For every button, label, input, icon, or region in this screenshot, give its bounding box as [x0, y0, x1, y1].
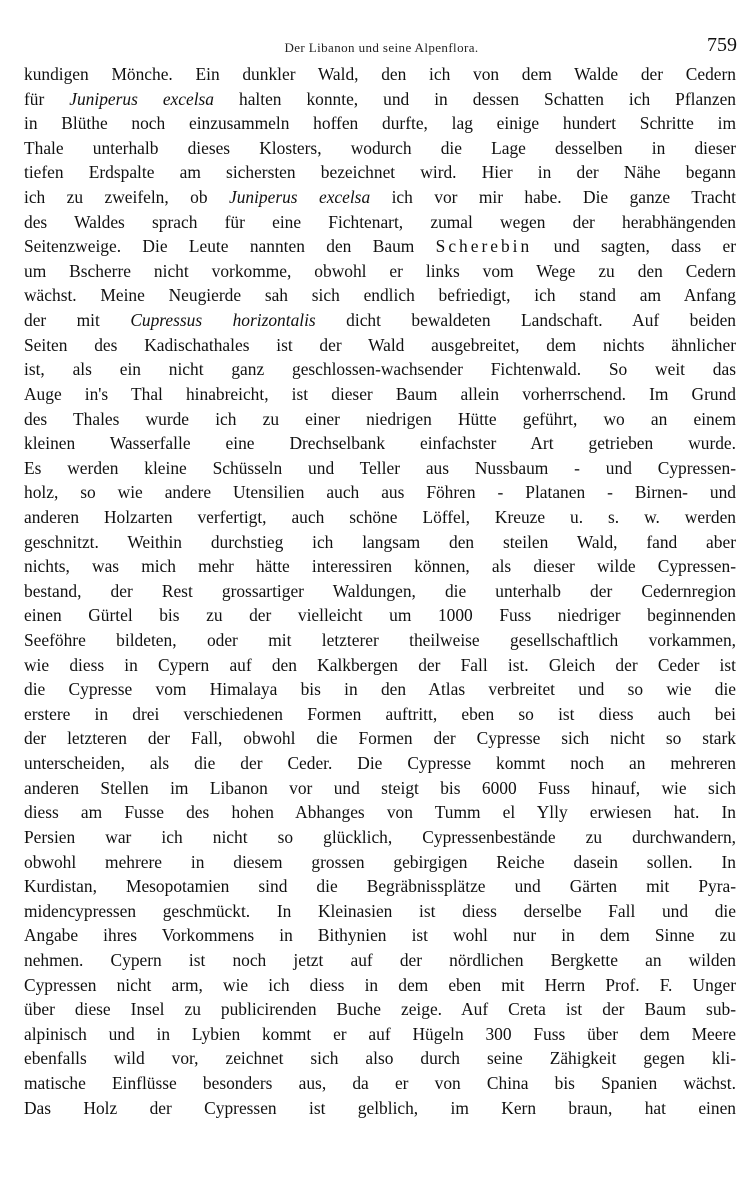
text-line [24, 111, 736, 136]
text-run: halten konnte, und in dessen Schatten ich Pflanzen [214, 88, 736, 109]
text-run: holz, so wie andere Utensilien auch aus Föhren - Platanen - Birnen- und [24, 482, 736, 503]
text-run: über diese Insel zu publicirenden Buche zeige. Auf Creta ist der Baum sub- [24, 999, 736, 1020]
text-run: alpinisch und in Lybien kommt er auf Hügeln 300 Fuss über dem Meere [24, 1023, 736, 1044]
text-run: und sagten, dass er [532, 236, 736, 257]
text-run: Seeföhre bildeten, oder mit letzterer theilweise gesellschaftlich vorkammen, [24, 630, 736, 651]
text-line [24, 554, 736, 579]
text-line [24, 1046, 736, 1071]
text-line [24, 874, 736, 899]
text-run: Das Holz der Cypressen ist gelblich, im Kern braun, hat einen [24, 1097, 736, 1118]
text-line [24, 923, 736, 948]
text-run: Thale unterhalb dieses Klosters, wodurch die Lage desselben in dieser [24, 137, 736, 158]
text-line [24, 653, 736, 678]
text-line [24, 726, 736, 751]
text-line [24, 136, 736, 161]
text-run: anderen Stellen im Libanon vor und steigt bis 6000 Fuss hinauf, wie sich [24, 777, 736, 798]
text-line [24, 997, 736, 1022]
text-run: der mit [24, 310, 131, 331]
text-line [24, 973, 736, 998]
text-line [24, 800, 736, 825]
text-run: ebenfalls wild vor, zeichnet sich also durch seine Zähigkeit gegen kli- [24, 1048, 736, 1069]
text-run: Es werden kleine Schüsseln und Teller aus Nussbaum - und Cypressen- [24, 457, 736, 478]
text-line [24, 259, 736, 284]
text-run: ich zu zweifeln, ob [24, 187, 229, 208]
text-run: kundigen Mönche. Ein dunkler Wald, den ich von dem Walde der Cedern [24, 64, 736, 84]
text-line [24, 702, 736, 727]
text-run: tiefen Erdspalte am sichersten bezeichnet wird. Hier in der Nähe begann [24, 162, 736, 183]
text-line [24, 407, 736, 432]
text-line [24, 480, 736, 505]
text-run: obwohl mehrere in diesem grossen gebirgigen Reiche dasein sollen. In [24, 851, 736, 872]
text-run: Persien war ich nicht so glücklich, Cypressenbestände zu durchwandern, [24, 826, 736, 847]
text-run: um Bscherre nicht vorkomme, obwohl er links vom Wege zu den Cedern [24, 260, 736, 281]
text-line [24, 431, 736, 456]
text-run: ist, als ein nicht ganz geschlossen-wachsender Fichtenwald. So weit das [24, 359, 736, 380]
text-run: Auge in's Thal hinabreicht, ist dieser Baum allein vorherrschend. Im Grund [24, 383, 736, 404]
text-line [24, 234, 736, 259]
text-line [24, 603, 736, 628]
text-line [24, 308, 736, 333]
text-run: diess am Fusse des hohen Abhanges von Tumm el Ylly erwiesen hat. In [24, 802, 736, 823]
text-run: des Waldes sprach für eine Fichtenart, zumal wegen der herabhängenden [24, 211, 736, 232]
text-line [24, 382, 736, 407]
text-run: geschnitzt. Weithin durchstieg ich langsam den steilen Wald, fand aber [24, 531, 736, 552]
text-line [24, 357, 736, 382]
text-line [24, 579, 736, 604]
text-run: Angabe ihres Vorkommens in Bithynien ist wohl nur in dem Sinne zu [24, 925, 736, 946]
text-run: Cypressen nicht arm, wie ich diess in dem eben mit Herrn Prof. F. Unger [24, 974, 736, 995]
text-line [24, 628, 736, 653]
text-line [24, 850, 736, 875]
text-run: der letzteren der Fall, obwohl die Formen der Cypresse sich nicht so stark [24, 728, 736, 749]
text-run: dicht bewaldeten Landschaft. Auf beiden [315, 310, 736, 331]
text-line [24, 1022, 736, 1047]
text-line [24, 283, 736, 308]
text-run: einen Gürtel bis zu der vielleicht um 1000 Fuss niedriger beginnenden [24, 605, 736, 626]
text-line [24, 87, 736, 112]
text-run: kleinen Wasserfalle eine Drechselbank einfachster Art getrieben wurde. [24, 433, 736, 454]
text-line [24, 505, 736, 530]
text-line [24, 333, 736, 358]
spaced-text: Scherebin [435, 236, 533, 257]
text-line [24, 185, 736, 210]
running-head [24, 34, 739, 62]
running-title: Der Libanon und seine Alpenflora. [284, 40, 479, 55]
text-run: Seitenzweige. Die Leute nannten den Baum [24, 236, 436, 257]
text-line [24, 677, 736, 702]
text-run: nehmen. Cypern ist noch jetzt auf der nördlichen Bergkette an wilden [24, 949, 736, 970]
body-text [24, 62, 736, 1120]
text-run: unterscheiden, als die der Ceder. Die Cypresse kommt noch an mehreren [24, 753, 736, 774]
text-run: wie diess in Cypern auf den Kalkbergen der Fall ist. Gleich der Ceder ist [24, 654, 736, 675]
text-run: matische Einflüsse besonders aus, da er von China bis Spanien wächst. [24, 1072, 736, 1093]
text-line [24, 456, 736, 481]
text-run: Seiten des Kadischathales ist der Wald ausgebreitet, dem nichts ähnlicher [24, 334, 736, 355]
text-line [24, 899, 736, 924]
text-run: nichts, was mich mehr hätte interessiren können, als dieser wilde Cypressen- [24, 556, 736, 577]
text-run: in Blüthe noch einzusammeln hoffen durfte, lag einige hundert Schritte im [24, 113, 736, 134]
text-run: anderen Holzarten verfertigt, auch schöne Löffel, Kreuze u. s. w. werden [24, 506, 736, 527]
italic-text: Juniperus excelsa [228, 187, 371, 208]
text-run: wächst. Meine Neugierde sah sich endlich befriedigt, ich stand am Anfang [24, 285, 736, 306]
text-line [24, 751, 736, 776]
text-run: des Thales wurde ich zu einer niedrigen Hütte geführt, wo an einem [24, 408, 736, 429]
text-line [24, 62, 736, 87]
text-run: ich vor mir habe. Die ganze Tracht [370, 187, 736, 208]
text-line [24, 1071, 736, 1096]
page-number: 759 [707, 34, 737, 56]
text-run: für [24, 88, 70, 109]
italic-text: Juniperus excelsa [69, 88, 215, 109]
text-run: Kurdistan, Mesopotamien sind die Begräbnissplätze und Gärten mit Pyra- [24, 876, 736, 897]
text-run: die Cypresse vom Himalaya bis in den Atlas verbreitet und so wie die [24, 679, 736, 700]
italic-text: Cupressus horizontalis [130, 310, 316, 331]
text-line [24, 1096, 736, 1121]
text-line [24, 210, 736, 235]
text-line [24, 160, 736, 185]
text-line [24, 825, 736, 850]
text-run: midencypressen geschmückt. In Kleinasien ist diess derselbe Fall und die [24, 900, 736, 921]
text-run: bestand, der Rest grossartiger Waldungen, die unterhalb der Cedernregion [24, 580, 736, 601]
text-run: erstere in drei verschiedenen Formen auftritt, eben so ist diess auch bei [24, 703, 736, 724]
text-line [24, 948, 736, 973]
text-line [24, 776, 736, 801]
text-line [24, 530, 736, 555]
